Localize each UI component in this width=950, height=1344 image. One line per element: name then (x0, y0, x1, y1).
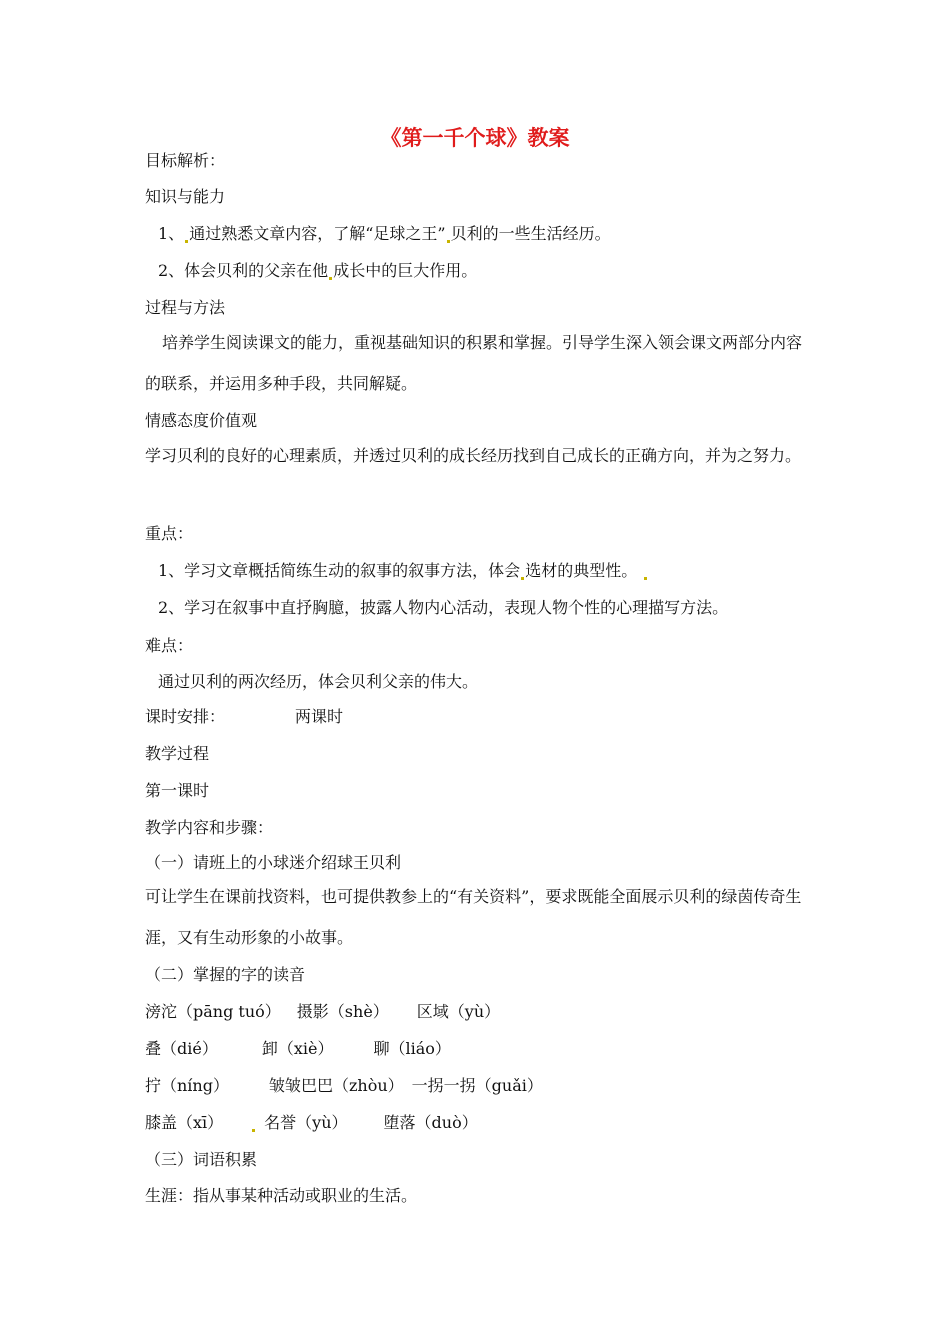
schedule-label: 课时安排： (145, 707, 226, 726)
knowledge-heading: 知识与能力 (145, 187, 226, 206)
teaching-process-heading: 教学过程 (145, 744, 210, 763)
emotion-paragraph: 学习贝利的良好的心理素质，并透过贝利的成长经历找到自己成长的正确方向，并为之努力。 (145, 446, 802, 465)
key-point-1: 1、学习文章概括简练生动的叙事的叙事方法，体会 选材的典型性。 (158, 560, 648, 582)
document-title: 《第一千个球》教案 (380, 125, 570, 150)
marker-dot (329, 277, 332, 280)
difficult-item: 通过贝利的两次经历，体会贝利父亲的伟大。 (158, 672, 479, 691)
marker-dot (521, 577, 524, 580)
knowledge-item-1: 1、 通过熟悉文章内容，了解“足球之王” 贝利的一些生活经历。 (158, 224, 611, 243)
emotion-heading: 情感态度价值观 (145, 411, 258, 430)
first-lesson-heading: 第一课时 (145, 781, 210, 800)
schedule-line (145, 706, 343, 728)
step1-paragraph: 可让学生在课前找资料，也可提供教参上的“有关资料”，要求既能全面展示贝利的绿茵传奇生涯，又有生动形象的小故事。 (145, 887, 802, 947)
pronunciation-row: 膝盖（xī） 名誉（yù） 堕落（duò） (145, 1113, 478, 1132)
step1-heading: （一）请班上的小球迷介绍球王贝利 (145, 853, 402, 872)
pronunciation-row: 叠（dié） 卸（xiè） 聊（liáo） (145, 1039, 451, 1058)
marker-dot (447, 240, 450, 243)
process-paragraph: 培养学生阅读课文的能力，重视基础知识的积累和掌握。引导学生深入领会课文两部分内容的联系，并运用多种手段，共同解疑。 (145, 333, 803, 393)
schedule-value: 两课时 (295, 707, 344, 726)
step2-heading: （二）掌握的字的读音 (145, 965, 306, 984)
difficult-heading: 难点： (145, 636, 194, 655)
marker-dot (252, 1129, 255, 1132)
pronunciation-row: 拧（níng） 皱皱巴巴（zhòu） 一拐一拐（guǎi） (145, 1076, 543, 1095)
key-points-heading: 重点： (145, 524, 194, 543)
key-point-2: 2、学习在叙事中直抒胸臆，披露人物内心活动，表现人物个性的心理描写方法。 (158, 598, 729, 617)
goal-heading: 目标解析： (145, 151, 226, 170)
content-steps-heading: 教学内容和步骤： (145, 818, 274, 837)
process-heading: 过程与方法 (145, 298, 226, 317)
step3-item: 生涯：指从事某种活动或职业的生活。 (145, 1186, 418, 1205)
marker-dot (185, 240, 188, 243)
pronunciation-row: 滂沱（pāng tuó） 摄影（shè） 区域（yù） (145, 1002, 501, 1021)
knowledge-item-2: 2、体会贝利的父亲在他 成长中的巨大作用。 (158, 261, 478, 280)
marker-dot (644, 577, 647, 580)
step3-heading: （三）词语积累 (145, 1150, 258, 1169)
